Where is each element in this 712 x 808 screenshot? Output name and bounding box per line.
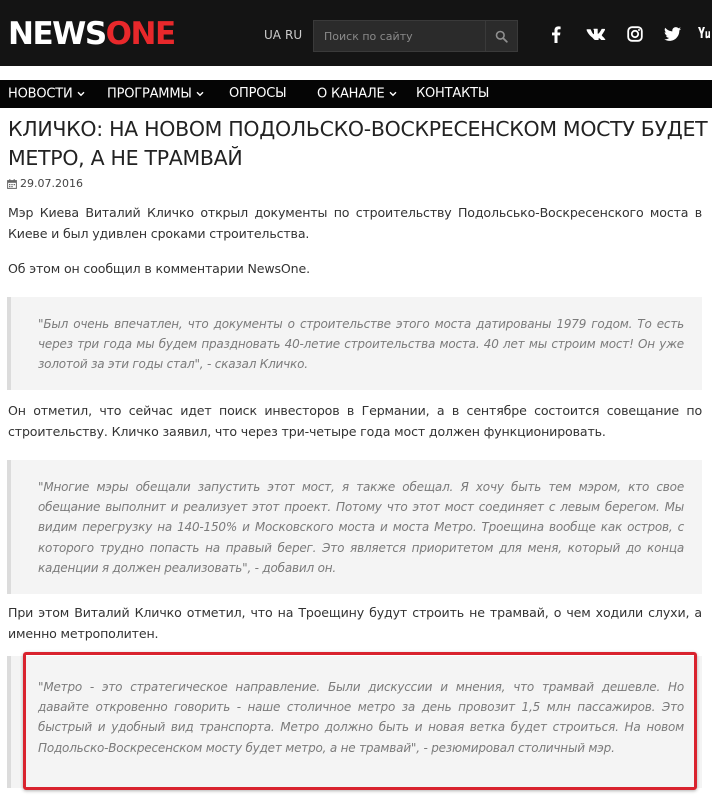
main-nav (0, 80, 712, 108)
youtube-link[interactable] (693, 23, 712, 45)
search-input[interactable] (314, 21, 486, 51)
nav-item-label: НОВОСТИ (8, 86, 73, 102)
date-text: 29.07.2016 (20, 177, 83, 190)
facebook-icon (551, 26, 561, 43)
site-logo[interactable] (8, 14, 175, 54)
article-paragraph: Мэр Киева Виталий Кличко открыл документы по строительству Подольсько-Воскресенского моста в Киеве и был удивлен сроками строительства. (8, 205, 702, 241)
instagram-link[interactable] (624, 23, 646, 45)
chevron-down-icon (389, 80, 397, 108)
vk-icon (586, 28, 606, 40)
nav-item-oprosy[interactable] (229, 80, 286, 108)
highlight-frame (23, 652, 697, 790)
article-paragraph: Об этом он сообщил в комментарии NewsOne. (8, 261, 310, 276)
article-date (7, 177, 83, 190)
quote-text: "Метро - это стратегическое направление. Были дискуссии и мнения, что трамвай дешевле. Но давайте откровенно говорить - наше столичное метро за день провозит 1,5 млн пассажиров. Это быстрый и удобный вид транспорта. Метро должно быть и новая ветка будет строиться. На новом Подольско-Воскресенском мосту будет метро, а не трамвай", - резюмировал столичный мэр. (38, 680, 684, 755)
article-paragraph: При этом Виталий Кличко отметил, что на Троещину будут строить не трамвай, о чем ходили слухи, а именно метрополитен. (8, 605, 702, 641)
nav-item-label: КОНТАКТЫ (416, 86, 490, 101)
logo-one: ONE (105, 16, 175, 52)
site-header (0, 0, 712, 66)
chevron-down-icon (77, 80, 85, 108)
search-button[interactable] (485, 21, 517, 51)
search-box (313, 20, 518, 52)
twitter-link[interactable] (661, 23, 683, 45)
search-icon (495, 30, 508, 43)
nav-item-label: ПРОГРАММЫ (107, 86, 192, 102)
article-title: КЛИЧКО: НА НОВОМ ПОДОЛЬСКО-ВОСКРЕСЕНСКОМ МОСТУ БУДЕТ МЕТРО, А НЕ ТРАМВАЙ (8, 117, 708, 170)
nav-item-kontakty[interactable] (416, 80, 489, 108)
facebook-link[interactable] (545, 23, 567, 45)
article-paragraph: Он отметил, что сейчас идет поиск инвесторов в Германии, а в сентябре состоится совещание по строительству. Кличко заявил, что через три-четыре года мост должен функционировать. (8, 403, 702, 439)
nav-item-novosti[interactable] (8, 80, 85, 108)
blockquote (7, 297, 702, 390)
quote-text: "Многие мэры обещали запустить этот мост, я также обещал. Я хочу быть тем мэром, кто свое обещание выполнит и реализует этот проект. Потому что этот мост соединяет с левым берегом. Мы видим перегрузку на 140-150% и Московского моста и моста Метро. Троещина вообще как остров, с которого трудно попасть на правый берег. Это является приоритетом для меня, который до конца каденции я должен реализовать", - добавил он. (38, 480, 684, 575)
vk-link[interactable] (584, 23, 608, 45)
nav-item-label: О КАНАЛЕ (317, 86, 385, 102)
calendar-icon (7, 179, 17, 189)
nav-item-label: ОПРОСЫ (229, 86, 287, 101)
nav-item-programmy[interactable] (107, 80, 204, 108)
nav-item-o-kanale[interactable] (317, 80, 397, 108)
twitter-icon (664, 27, 681, 41)
quote-text: "Был очень впечатлен, что документы о строительстве этого моста датированы 1979 годом. То есть через три года мы будем праздновать 40-летие строительства моста. 40 лет мы строим мост! Он уже золотой за эти годы стал", - сказал Кличко. (38, 317, 684, 372)
lang-ua-link[interactable]: UA (264, 28, 281, 42)
blockquote (7, 460, 702, 594)
logo-news: NEWS (8, 16, 106, 52)
chevron-down-icon (196, 80, 204, 108)
youtube-icon (697, 26, 711, 42)
lang-ru-link[interactable]: RU (285, 28, 303, 42)
instagram-icon (627, 26, 643, 42)
